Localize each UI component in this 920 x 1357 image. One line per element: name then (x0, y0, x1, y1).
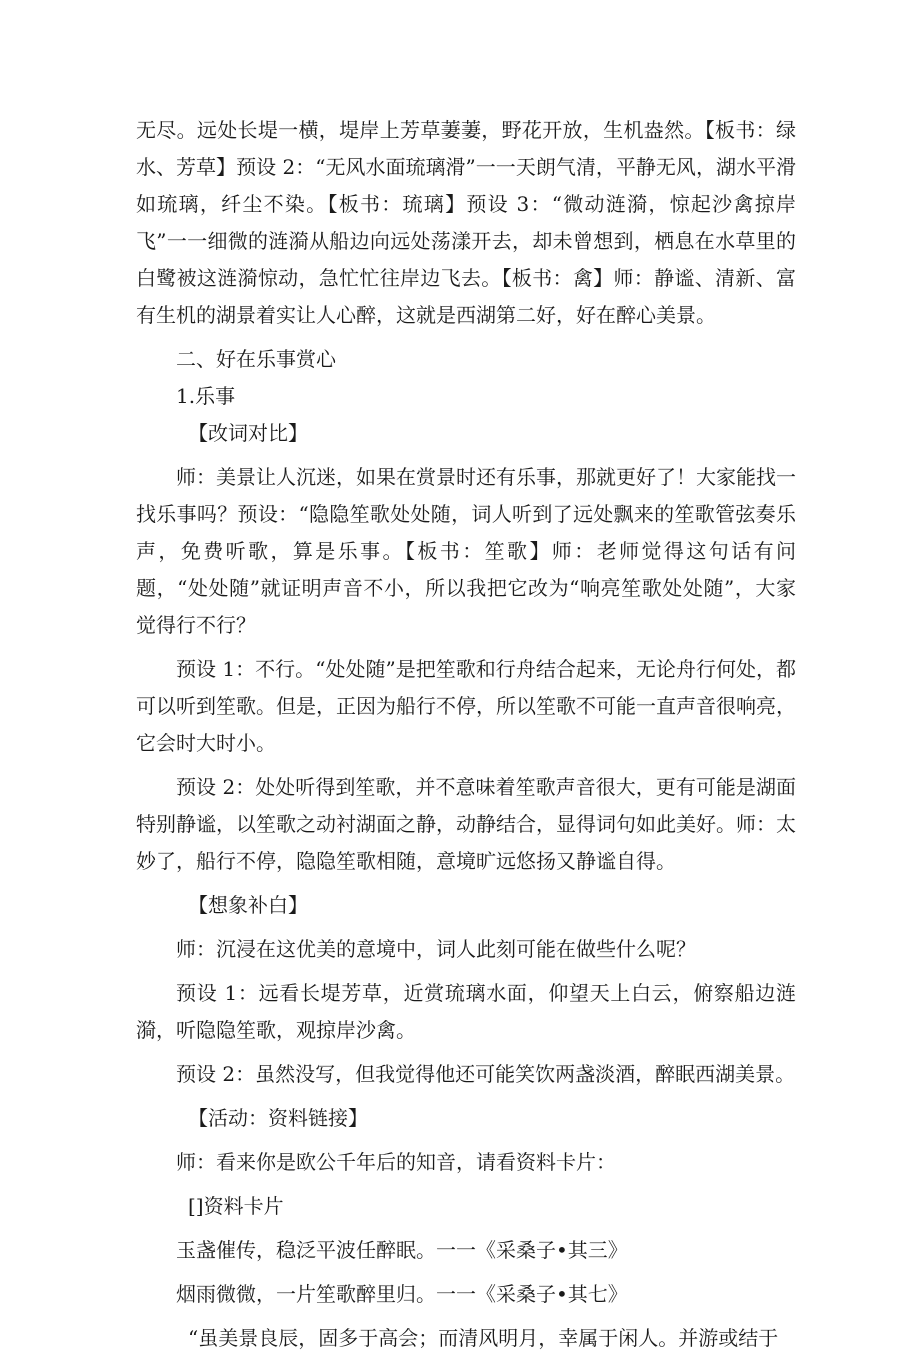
section-heading: 二、好在乐事赏心 (176, 347, 336, 371)
paragraph-quote-start: “虽美景良辰，固多于高会；而清风明月，幸属于闲人。并游或结于 (188, 1326, 779, 1350)
poem-quote-2: 烟雨微微，一片笙歌醉里归。一一《采桑子•其七》 (176, 1282, 628, 1306)
paragraph-teacher-prompt: 师：美景让人沉迷，如果在赏景时还有乐事，那就更好了！大家能找一找乐事吗？预设：“隐隐笙歌处处随，词人听到了远处飘来的笙歌管弦奏乐声，免费听歌，算是乐事。【板书：笙歌】师：老师觉得这句话有问题，“处处随”就证明声音不小，所以我把它改为“响亮笙歌处处随”，大家觉得行不行？ (136, 465, 796, 637)
document-page (136, 112, 796, 1357)
paragraph-answer-3: 预设 1：远看长堤芳草，近赏琉璃水面，仰望天上白云，俯察船边涟漪，听隐隐笙歌，观掠岸沙禽。 (136, 981, 796, 1042)
activity-label-word-comparison: 【改词对比】 (188, 421, 308, 445)
poem-quote-1: 玉盏催传，稳泛平波任醉眠。一一《采桑子•其三》 (176, 1238, 628, 1262)
paragraph-teacher-resource: 师：看来你是欧公千年后的知音，请看资料卡片： (176, 1150, 616, 1174)
resource-card-title: []资料卡片 (188, 1194, 284, 1218)
paragraph-answer-2: 预设 2：处处听得到笙歌，并不意味着笙歌声音很大，更有可能是湖面特别静谧，以笙歌之动衬湖面之静，动静结合，显得词句如此美好。师：太妙了，船行不停，隐隐笙歌相随，意境旷远悠扬又静谧自得。 (136, 775, 796, 873)
paragraph-answer-1: 预设 1：不行。“处处随”是把笙歌和行舟结合起来，无论舟行何处，都可以听到笙歌。但是，正因为船行不停，所以笙歌不可能一直声音很响亮，它会时大时小。 (136, 657, 796, 755)
activity-label-imagination: 【想象补白】 (188, 893, 308, 917)
subsection-heading: 1.乐事 (176, 384, 236, 408)
activity-label-resource-link: 【活动：资料链接】 (188, 1106, 368, 1130)
paragraph-teacher-question: 师：沉浸在这优美的意境中，词人此刻可能在做些什么呢？ (176, 937, 696, 961)
paragraph-answer-4: 预设 2：虽然没写，但我觉得他还可能笑饮两盏淡酒，醉眠西湖美景。 (176, 1062, 796, 1086)
paragraph-continuation: 无尽。远处长堤一横，堤岸上芳草萋萋，野花开放，生机盎然。【板书：绿水、芳草】预设 2：“无风水面琉璃滑”一一天朗气清，平静无风，湖水平滑如琉璃，纤尘不染。【板书：琉璃】预设 3：“微动涟漪，惊起沙禽掠岸飞”一一细微的涟漪从船边向远处荡漾开去，却未曾想到，栖息在水草里的白鹭被这涟漪惊动，急忙忙往岸边飞去。【板书：禽】师：静谧、清新、富有生机的湖景着实让人心醉，这就是西湖第二好，好在醉心美景。 (136, 118, 796, 327)
